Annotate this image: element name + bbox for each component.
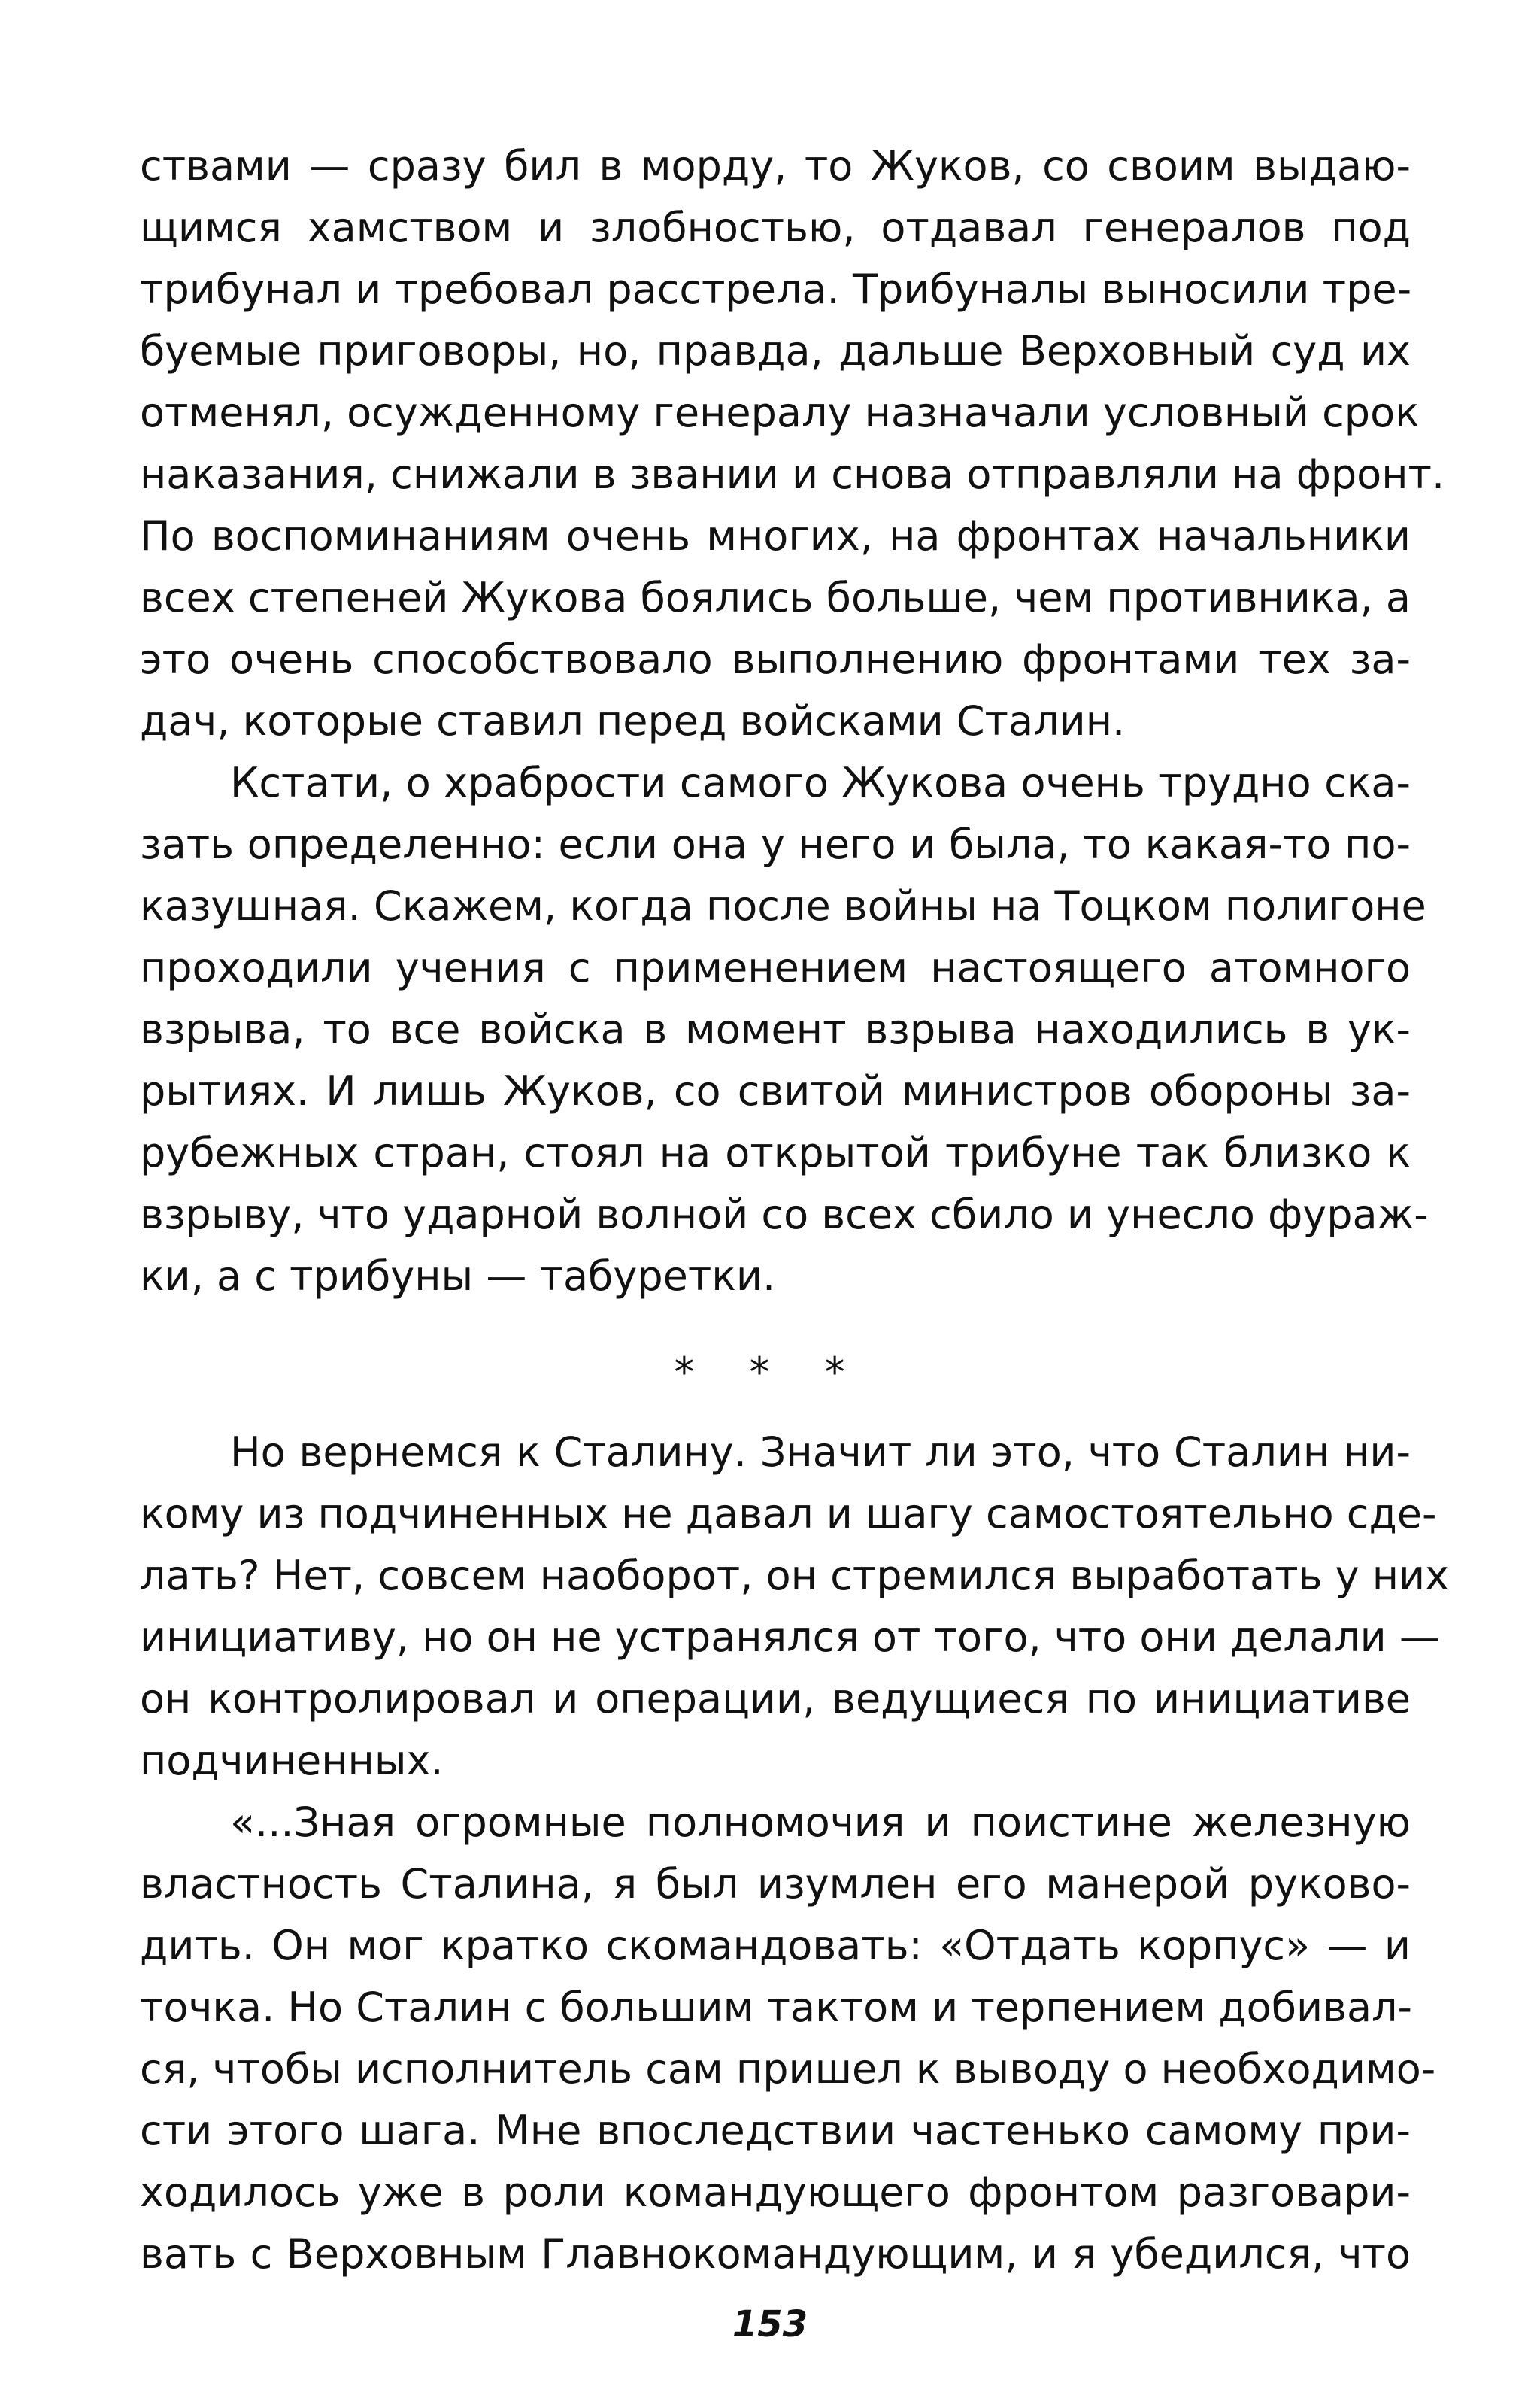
- text-line: щимся хамством и злобностью, отдавал генералов под: [140, 204, 1411, 251]
- page-number: 153: [732, 2303, 808, 2345]
- text-line: Кстати, о храбрости самого Жукова очень трудно ска-: [230, 759, 1411, 806]
- text-line: инициативу, но он не устранялся от того, что они делали —: [140, 1613, 1440, 1661]
- text-block-top: [140, 135, 1445, 1307]
- text-line: ся, чтобы исполнитель сам пришел к выводу о необходимо-: [140, 2045, 1436, 2093]
- text-line: взрыву, что ударной волной со всех сбило и унесло фураж-: [140, 1191, 1429, 1238]
- text-line: кому из подчиненных не давал и шагу самостоятельно сде-: [140, 1490, 1437, 1537]
- text-line: отменял, осужденному генералу назначали условный срок: [140, 389, 1420, 436]
- text-line: дач, которые ставил перед войсками Сталин.: [140, 697, 1126, 745]
- text-block-bottom: [140, 1422, 1450, 2285]
- text-line: Но вернемся к Сталину. Значит ли это, что Сталин ни-: [230, 1428, 1411, 1476]
- text-line: властность Сталина, я был изумлен его манерой руково-: [140, 1860, 1411, 1908]
- text-line: дить. Он мог кратко скомандовать: «Отдать корпус» — и: [140, 1922, 1411, 1969]
- paragraph-3: [140, 1422, 1450, 1792]
- text-line: ходилось уже в роли командующего фронтом разговари-: [140, 2169, 1411, 2216]
- text-line: вать с Верховным Главнокомандующим, и я убедился, что: [140, 2230, 1411, 2278]
- text-line: По воспоминаниям очень многих, на фронтах начальники: [140, 512, 1411, 560]
- text-line: «...Зная огромные полномочия и поистине железную: [230, 1798, 1411, 1846]
- text-line: проходили учения с применением настоящего атомного: [140, 944, 1411, 991]
- paragraph-2: [140, 752, 1429, 1307]
- text-line: ствами — сразу бил в морду, то Жуков, со своим выдаю-: [140, 142, 1411, 190]
- text-line: трибунал и требовал расстрела. Трибуналы выносили тре-: [140, 266, 1412, 313]
- text-line: рубежных стран, стоял на открытой трибуне так близко к: [140, 1129, 1411, 1176]
- text-line: точка. Но Сталин с большим тактом и терпением добивал-: [140, 1984, 1413, 2031]
- text-line: наказания, снижали в звании и снова отправляли на фронт.: [140, 451, 1445, 498]
- text-line: зать определенно: если она у него и была, то какая-то по-: [140, 821, 1411, 868]
- paragraph-4-quote: [140, 1792, 1436, 2285]
- text-line: ки, а с трибуны — табуретки.: [140, 1252, 776, 1300]
- text-line: всех степеней Жукова боялись больше, чем противника, а: [140, 574, 1411, 621]
- text-line: сти этого шага. Мне впоследствии частенько самому при-: [140, 2107, 1411, 2154]
- text-line: он контролировал и операции, ведущиеся по инициативе: [140, 1675, 1411, 1723]
- text-line: подчиненных.: [140, 1737, 444, 1784]
- paragraph-1: [140, 135, 1445, 752]
- section-separator: * * *: [674, 1349, 866, 1396]
- text-line: лать? Нет, совсем наоборот, он стремился выработать у них: [140, 1552, 1450, 1599]
- text-line: это очень способствовало выполнению фронтами тех за-: [140, 636, 1411, 683]
- text-line: взрыва, то все войска в момент взрыва находились в ук-: [140, 1006, 1411, 1053]
- text-line: казушная. Скажем, когда после войны на Тоцком полигоне: [140, 882, 1426, 930]
- text-line: буемые приговоры, но, правда, дальше Верховный суд их: [140, 327, 1411, 375]
- text-line: рытиях. И лишь Жуков, со свитой министров обороны за-: [140, 1067, 1411, 1115]
